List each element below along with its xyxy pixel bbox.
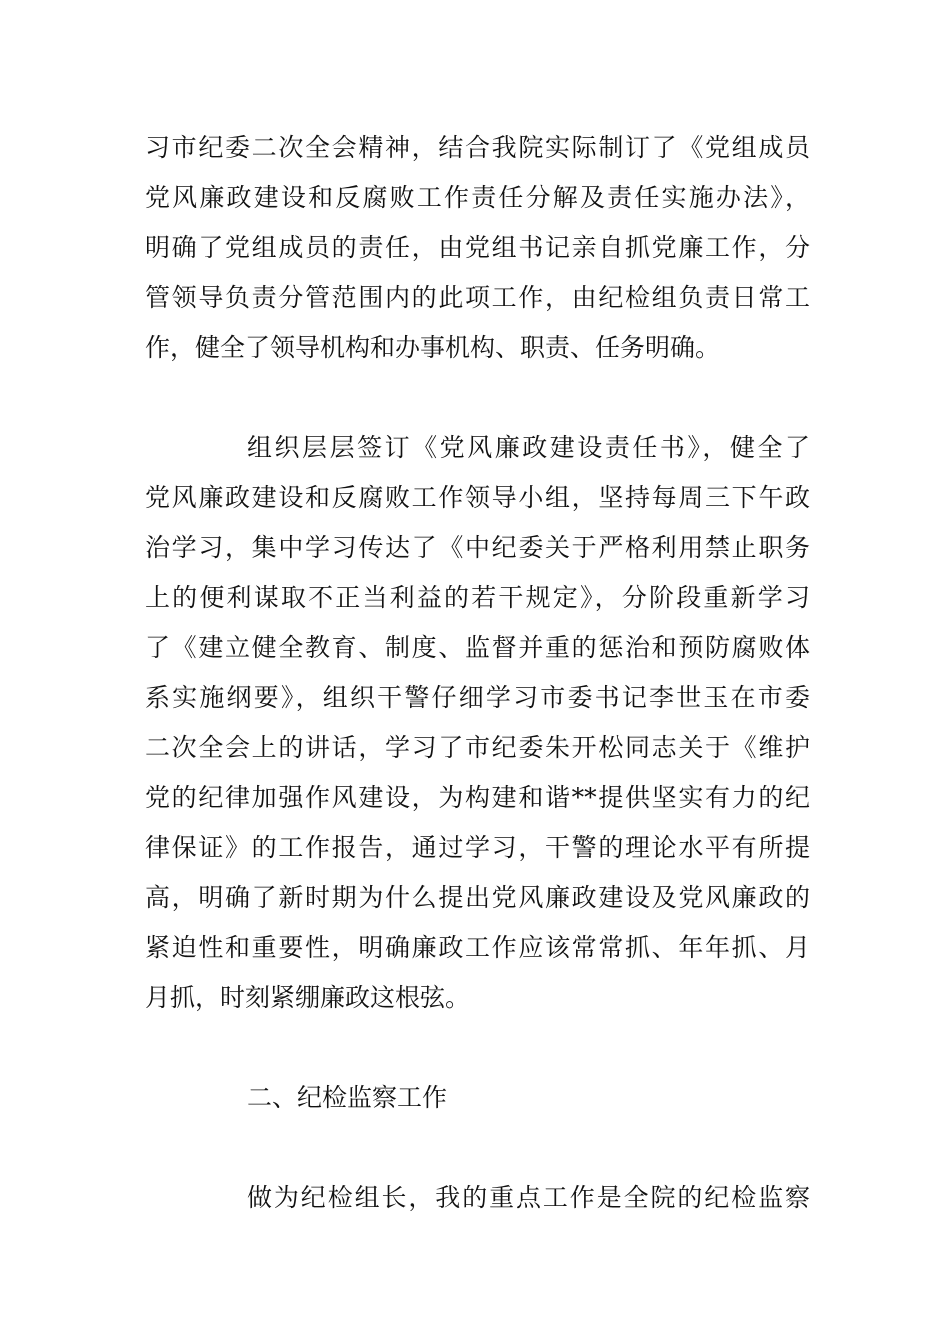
text-line: 上的便利谋取不正当利益的若干规定》，分阶段重新学习 bbox=[145, 583, 810, 612]
text-line: 紧迫性和重要性，明确廉政工作应该常常抓、年年抓、月 bbox=[145, 933, 810, 962]
text-line: 作，健全了领导机构和办事机构、职责、任务明确。 bbox=[145, 333, 721, 362]
text-line: 律保证》的工作报告，通过学习，干警的理论水平有所提 bbox=[145, 833, 810, 862]
text-line: 管领导负责分管范围内的此项工作，由纪检组负责日常工 bbox=[145, 283, 810, 312]
text-line: 系实施纲要》，组织干警仔细学习市委书记李世玉在市委 bbox=[145, 683, 810, 712]
heading-text: 二、纪检监察工作 bbox=[247, 1083, 448, 1112]
text-line: 二次全会上的讲话，学习了市纪委朱开松同志关于《维护 bbox=[145, 733, 810, 762]
text-line: 习市纪委二次全会精神，结合我院实际制订了《党组成员 bbox=[145, 133, 810, 162]
text-line: 治学习，集中学习传达了《中纪委关于严格利用禁止职务 bbox=[145, 533, 810, 562]
text-line: 月抓，时刻紧绷廉政这根弦。 bbox=[145, 983, 471, 1012]
text-line: 党风廉政建设和反腐败工作责任分解及责任实施办法》， bbox=[145, 183, 810, 212]
text-line: 了《建立健全教育、制度、监督并重的惩治和预防腐败体 bbox=[145, 633, 810, 662]
text-line: 高，明确了新时期为什么提出党风廉政建设及党风廉政的 bbox=[145, 883, 810, 912]
text-line: 党的纪律加强作风建设，为构建和谐**提供坚实有力的纪 bbox=[145, 783, 810, 812]
text-line: 明确了党组成员的责任，由党组书记亲自抓党廉工作，分 bbox=[145, 233, 810, 262]
text-line: 组织层层签订《党风廉政建设责任书》，健全了 bbox=[247, 433, 810, 462]
text-line: 党风廉政建设和反腐败工作领导小组，坚持每周三下午政 bbox=[145, 483, 810, 512]
text-line: 做为纪检组长，我的重点工作是全院的纪检监察 bbox=[247, 1183, 810, 1212]
